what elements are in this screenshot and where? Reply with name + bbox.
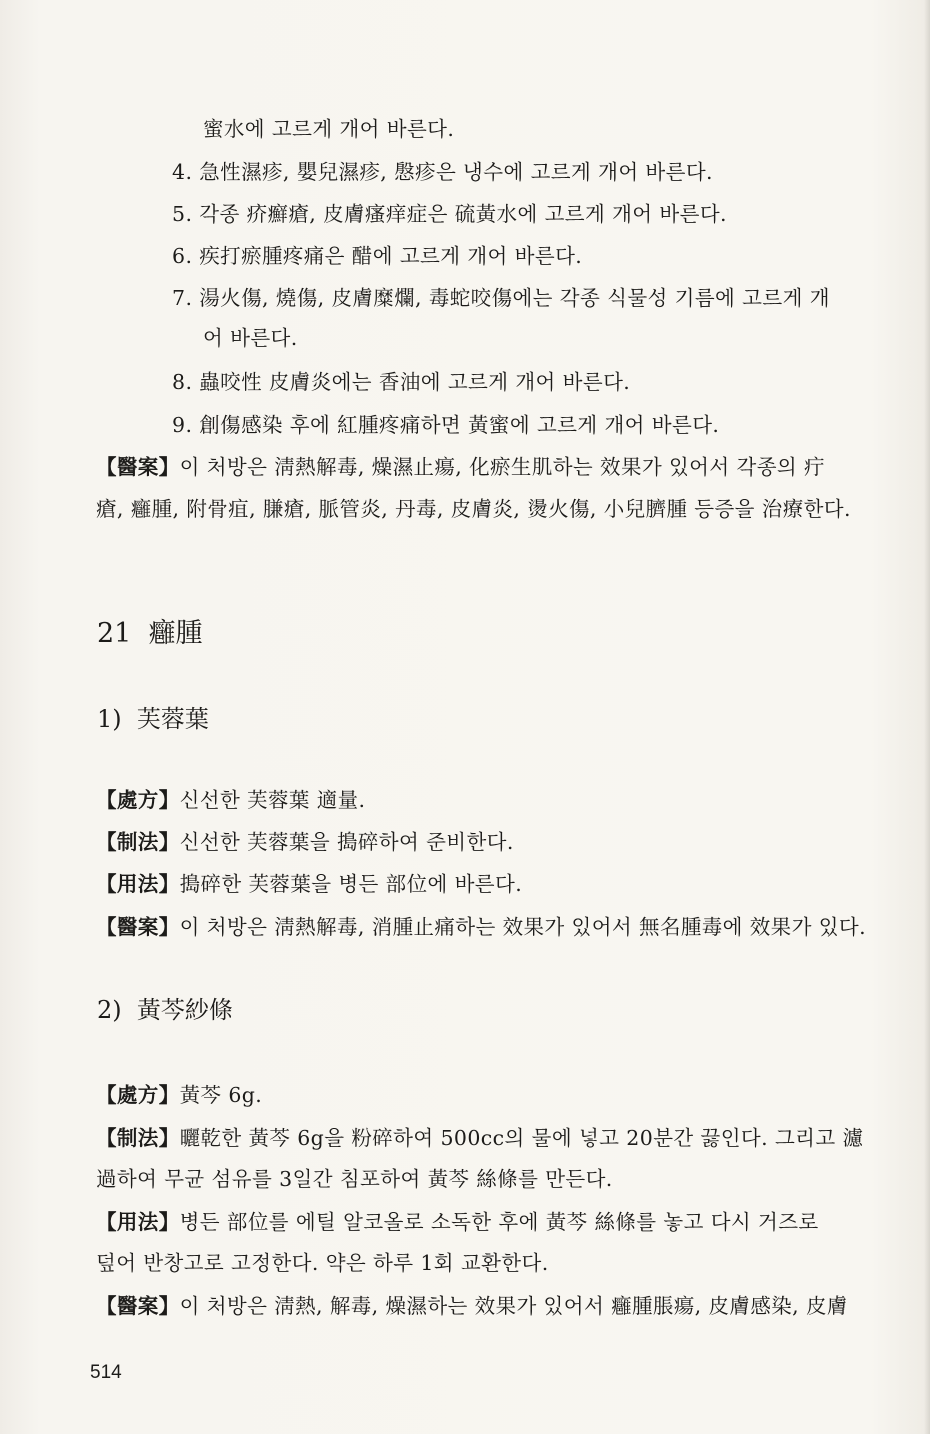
- prescription-text: 黃芩 6g.: [179, 1083, 263, 1107]
- case-line: [96, 912, 866, 942]
- case-text: 이 처방은 淸熱解毒, 消腫止痛하는 效果가 있어서 無名腫毒에 效果가 있다.: [179, 915, 867, 939]
- case-text: 이 처방은 淸熱解毒, 燥濕止瘍, 化瘀生肌하는 效果가 있어서 각종의 疔: [179, 455, 825, 479]
- preparation-text: 신선한 芙蓉葉을 搗碎하여 준비한다.: [179, 830, 514, 854]
- case-line: [96, 1291, 848, 1321]
- subsection-number: 2): [97, 996, 122, 1024]
- usage-tag: 【用法】: [96, 1210, 180, 1234]
- section-number: 21: [97, 618, 132, 649]
- case-paragraph: [96, 452, 825, 482]
- case-paragraph-cont: 瘡, 癰腫, 附骨疽, 膁瘡, 脈管炎, 丹毒, 皮膚炎, 燙火傷, 小兒臍腫 등증을 治療한다.: [96, 497, 851, 521]
- preparation-line: [96, 827, 514, 857]
- usage-line: [96, 1207, 819, 1237]
- section-title: 癰腫: [148, 618, 203, 649]
- usage-line-cont: 덮어 반창고로 고정한다. 약은 하루 1회 교환한다.: [96, 1251, 549, 1275]
- subsection-number: 1): [97, 705, 122, 733]
- page-number: 514: [90, 1362, 122, 1383]
- show-through-texture: [480, 112, 500, 136]
- list-item-8: 8. 蟲咬性 皮膚炎에는 香油에 고르게 개어 바른다.: [172, 370, 631, 394]
- list-item-9: 9. 創傷感染 후에 紅腫疼痛하면 黃蜜에 고르게 개어 바른다.: [172, 413, 720, 437]
- prescription-line: [96, 1080, 262, 1110]
- prescription-line: [96, 785, 365, 815]
- subsection-title: 芙蓉葉: [136, 705, 209, 733]
- prescription-text: 신선한 芙蓉葉 適量.: [179, 788, 366, 812]
- usage-line: [96, 869, 522, 899]
- preparation-line: [96, 1123, 863, 1153]
- prescription-tag: 【處方】: [96, 1083, 180, 1107]
- subsection-heading-1: [97, 703, 209, 735]
- usage-tag: 【用法】: [96, 872, 180, 896]
- subsection-heading-2: [97, 994, 233, 1026]
- case-text: 이 처방은 淸熱, 解毒, 燥濕하는 效果가 있어서 癰腫脹瘍, 皮膚感染, 皮膚: [179, 1294, 848, 1318]
- case-tag: 【醫案】: [96, 455, 180, 479]
- case-tag: 【醫案】: [96, 915, 180, 939]
- section-heading: [97, 616, 203, 652]
- preparation-tag: 【制法】: [96, 830, 180, 854]
- preparation-line-cont: 過하여 무균 섬유를 3일간 침포하여 黃芩 絲條를 만든다.: [96, 1167, 613, 1191]
- usage-text: 搗碎한 芙蓉葉을 병든 部位에 바른다.: [179, 872, 523, 896]
- case-tag: 【醫案】: [96, 1294, 180, 1318]
- text-line: 蜜水에 고르게 개어 바른다.: [203, 117, 455, 141]
- preparation-text: 曬乾한 黃芩 6g을 粉碎하여 500cc의 물에 넣고 20분간 끓인다. 그리고 濾: [179, 1126, 864, 1150]
- scan-edge-shadow: [924, 0, 930, 1434]
- list-item-7: 7. 湯火傷, 燒傷, 皮膚糜爛, 毒蛇咬傷에는 각종 식물성 기름에 고르게 개: [172, 286, 830, 310]
- list-item-6: 6. 疾打瘀腫疼痛은 醋에 고르게 개어 바른다.: [172, 244, 583, 268]
- subsection-title: 黃芩紗條: [136, 996, 233, 1024]
- list-item-4: 4. 急性濕疹, 嬰兒濕疹, 慇疹은 냉수에 고르게 개어 바른다.: [172, 160, 713, 184]
- usage-text: 병든 部位를 에틸 알코올로 소독한 후에 黃芩 絲條를 놓고 다시 거즈로: [179, 1210, 819, 1234]
- list-item-7-cont: 어 바른다.: [203, 326, 298, 350]
- preparation-tag: 【制法】: [96, 1126, 180, 1150]
- list-item-5: 5. 각종 疥癬瘡, 皮膚瘙痒症은 硫黃水에 고르게 개어 바른다.: [172, 202, 727, 226]
- prescription-tag: 【處方】: [96, 788, 180, 812]
